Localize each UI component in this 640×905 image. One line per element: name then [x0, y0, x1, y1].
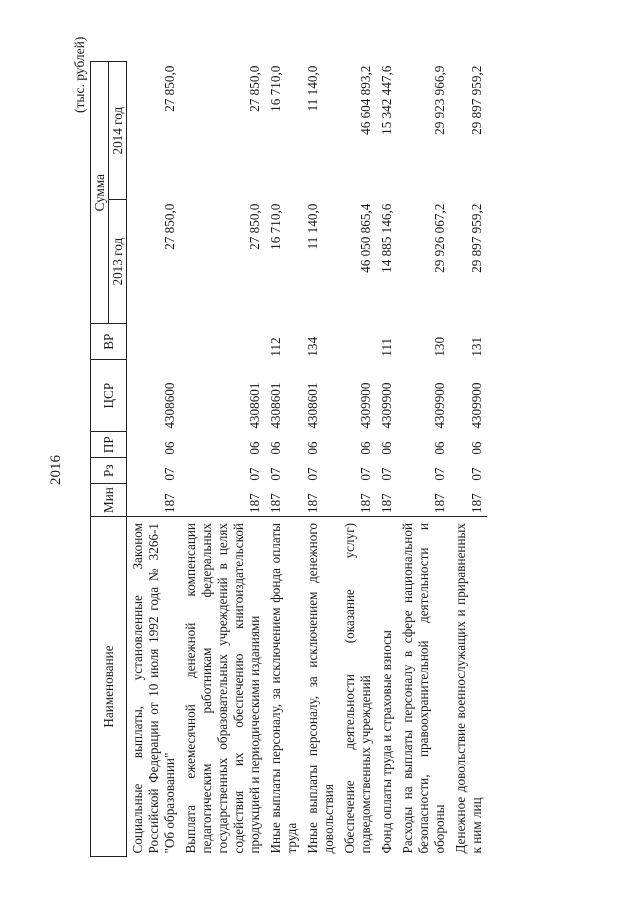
row-pr: 06	[247, 441, 262, 455]
row-min: 187	[339, 484, 376, 517]
row-vr: 111	[379, 337, 394, 357]
row-min: 187	[127, 484, 181, 517]
row-pr: 06	[469, 441, 484, 455]
row-name: Иные выплаты персоналу, за исключением фонда оплаты труда	[268, 523, 299, 854]
header-min: Мин	[91, 484, 127, 517]
row-sum-2014: 27 850,0	[162, 65, 177, 112]
row-csr: 4308601	[268, 382, 283, 429]
row-sum-2014: 27 850,0	[247, 65, 262, 112]
row-csr: 4308601	[305, 382, 320, 429]
row-sum-2014: 11 140,0	[305, 65, 320, 112]
row-pr: 06	[268, 441, 283, 455]
row-sum-2014: 29 923 966,9	[432, 65, 447, 135]
row-vr: 131	[469, 336, 484, 357]
header-name: Наименование	[91, 517, 127, 857]
table-row	[450, 62, 487, 857]
row-csr: 4309900	[469, 382, 484, 429]
row-vr: 130	[432, 336, 447, 357]
row-pr: 06	[379, 441, 394, 455]
units-label: (тыс. рублей)	[72, 36, 87, 113]
page-number: 2016	[48, 455, 64, 485]
header-csr: ЦСР	[91, 360, 127, 432]
row-rz: 07	[469, 467, 484, 481]
row-sum-2014: 15 342 447,6	[379, 65, 394, 135]
row-csr: 4309900	[432, 382, 447, 429]
row-sum-2013: 46 050 865,4	[358, 203, 373, 273]
table-row	[180, 62, 265, 857]
row-pr: 06	[432, 441, 447, 455]
row-min: 187	[376, 484, 397, 517]
row-min: 187	[450, 484, 487, 517]
row-pr: 06	[305, 441, 320, 455]
table-row	[397, 62, 450, 857]
row-vr	[339, 324, 376, 360]
row-pr: 06	[358, 441, 373, 455]
row-name: Выплата ежемесячной денежной компенсации педагогическим работникам федеральных государственных образовательных учреждений в целях содействия их обеспечению книгоиздательской продукцией и периодическими изданиями	[183, 523, 262, 854]
table-body	[127, 62, 488, 857]
row-sum-2014: 16 710,0	[268, 65, 283, 112]
row-sum-2013: 29 897 959,2	[469, 203, 484, 273]
row-min: 187	[397, 484, 450, 517]
row-rz: 07	[305, 467, 320, 481]
header-2014: 2014 год	[109, 62, 127, 200]
row-rz: 07	[162, 467, 177, 481]
rotated-content	[46, 30, 606, 865]
row-csr: 4309900	[358, 382, 373, 429]
row-rz: 07	[268, 467, 283, 481]
row-rz: 07	[358, 467, 373, 481]
row-csr: 4308601	[247, 382, 262, 429]
row-sum-2013: 29 926 067,2	[432, 203, 447, 273]
row-sum-2013: 27 850,0	[247, 203, 262, 250]
row-rz: 07	[432, 467, 447, 481]
row-sum-2013: 27 850,0	[162, 203, 177, 250]
row-name: Социальные выплаты, установленные Законом Российской Федерации от 10 июля 1992 года № 3266-1 "Об образовании"	[130, 523, 177, 854]
row-name: Фонд оплаты труда и страховые взносы	[379, 630, 394, 854]
row-min: 187	[302, 484, 339, 517]
header-vr: ВР	[91, 324, 127, 360]
row-name: Денежное довольствие военнослужащих и приравненных к ним лиц	[453, 523, 484, 854]
row-csr: 4308600	[162, 382, 177, 429]
row-sum-2013: 14 885 146,6	[379, 203, 394, 273]
table-row	[302, 62, 339, 857]
row-vr: 112	[268, 337, 283, 357]
header-2013: 2013 год	[109, 200, 127, 324]
header-pr: ПР	[91, 432, 127, 458]
row-pr: 06	[162, 441, 177, 455]
row-min: 187	[265, 484, 302, 517]
row-sum-2013: 11 140,0	[305, 203, 320, 250]
row-name: Расходы на выплаты персоналу в сфере национальной безопасности, правоохранительной деятельности и обороны	[400, 523, 447, 854]
table-row	[339, 62, 376, 857]
row-sum-2014: 46 604 893,2	[358, 65, 373, 135]
rotated-frame	[46, 30, 606, 865]
row-sum-2014: 29 897 959,2	[469, 65, 484, 135]
row-vr	[127, 324, 181, 360]
row-sum-2013: 16 710,0	[268, 203, 283, 250]
row-min: 187	[180, 484, 265, 517]
header-sum: Сумма	[91, 62, 109, 324]
row-rz: 07	[247, 467, 262, 481]
table-row	[127, 62, 181, 857]
budget-table	[90, 61, 487, 857]
table-row	[376, 62, 397, 857]
row-vr: 134	[305, 336, 320, 357]
row-name: Иные выплаты персоналу, за исключением денежного довольствия	[305, 523, 336, 854]
row-vr	[180, 324, 265, 360]
table-row	[265, 62, 302, 857]
header-rz: Рз	[91, 458, 127, 484]
row-name: Обеспечение деятельности (оказание услуг) подведомственных учреждений	[342, 523, 373, 854]
row-rz: 07	[379, 467, 394, 481]
row-csr: 4309900	[379, 382, 394, 429]
